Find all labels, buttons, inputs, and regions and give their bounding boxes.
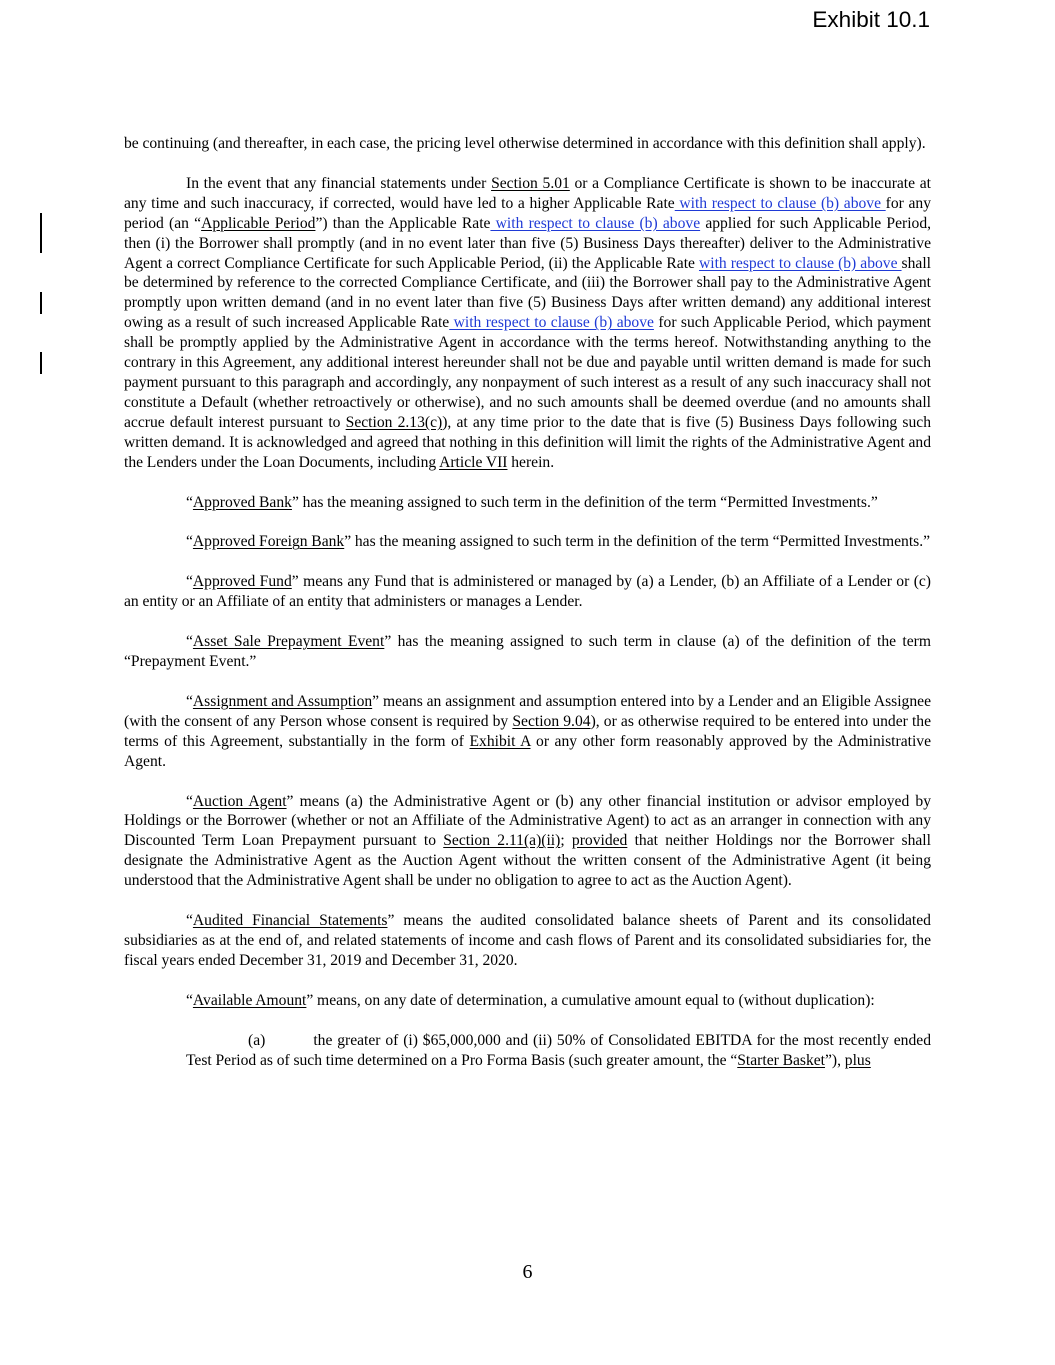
defined-term: Audited Financial Statements	[192, 912, 388, 930]
connector-term: plus	[844, 1051, 871, 1069]
inserted-text: with respect to clause (b) above	[698, 254, 902, 272]
defined-term: Available Amount	[192, 991, 307, 1009]
cross-reference: Exhibit A	[469, 732, 531, 750]
cross-reference: Section 5.01	[491, 174, 570, 192]
definition-approved-foreign-bank: “Approved Foreign Bank” has the meaning assigned to such term in the definition of the term “Permitted Investments.”	[186, 533, 931, 551]
defined-term: Starter Basket	[737, 1051, 826, 1069]
cross-reference: Article VII	[439, 453, 508, 471]
paragraph-applicable-period: In the event that any financial statements under Section 5.01 or a Compliance Certificate is shown to be inaccurate at any time and such inaccuracy, if corrected, would have led to a higher Applicable Rate with respect to clause (b) above for any period (an “Applicable Period”) than the Applicable Rate with respect to clause (b) above applied for such Applicable Period, then (i) the Borrower shall promptly (and in no event later than five (5) Business Days thereafter) deliver to the Administrative Agent a correct Compliance Certificate for such Applicable Period, (ii) the Applicable Rate with respect to clause (b) above shall be determined by reference to the corrected Compliance Certificate, and (iii) the Borrower shall pay to the Administrative Agent promptly upon written demand (and in no event later than five (5) Business Days after written demand) any additional interest owing as a result of such increased Applicable Rate with respect to clause (b) above for such Applicable Period, which payment shall be promptly applied by the Administrative Agent in accordance with the terms hereof. Notwithstanding anything to the contrary in this Agreement, any additional interest hereunder shall not be due and payable until written demand is made for such payment pursuant to this paragraph and accordingly, any nonpayment of such interest as a result of any such inaccuracy shall not constitute a Default (whether retroactively or otherwise), and no such amounts shall be deemed overdue (and no amounts shall accrue default interest pursuant to Section 2.13(c)), at any time prior to the date that is five (5) Business Days following such written demand. It is acknowledged and agreed that nothing in this definition will limit the rights of the Administrative Agent and the Lenders under the Loan Documents, including Article VII herein.	[124, 174, 932, 471]
paragraph-continuation: be continuing (and thereafter, in each case, the pricing level otherwise determined in accordance with this definition shall apply).	[124, 135, 926, 152]
inserted-text: with respect to clause (b) above	[674, 194, 886, 212]
definition-asset-sale-prepayment-event: “Asset Sale Prepayment Event” has the meaning assigned to such term in clause (a) of the definition of the term “Prepayment Event.”	[124, 633, 931, 671]
page-number: 6	[522, 1261, 533, 1283]
cross-reference: Section 9.04	[512, 712, 591, 730]
defined-term: Applicable Period	[201, 214, 316, 232]
proviso-term: provided	[571, 832, 628, 850]
definition-audited-financial-statements: “Audited Financial Statements” means the audited consolidated balance sheets of Parent and its consolidated subsidiaries as at the end of, and related statements of income and cash flows of Parent and its consolidated subsidiaries for, the fiscal years ended December 31, 2019 and December 31, 2020.	[124, 912, 931, 969]
inserted-text: with respect to clause (b) above	[490, 214, 701, 232]
defined-term: Assignment and Assumption	[192, 692, 373, 710]
defined-term: Asset Sale Prepayment Event	[192, 633, 385, 651]
revision-change-bar	[40, 352, 42, 374]
cross-reference: Section 2.11(a)(ii)	[443, 832, 561, 850]
definition-approved-bank: “Approved Bank” has the meaning assigned to such term in the definition of the term “Permitted Investments.”	[186, 493, 878, 511]
defined-term: Approved Bank	[192, 493, 292, 511]
definition-approved-fund: “Approved Fund” means any Fund that is administered or managed by (a) a Lender, (b) an Affiliate of a Lender or (c) an entity or an Affiliate of an entity that administers or manages a Lender.	[124, 573, 932, 611]
cross-reference: Section 2.13(c)	[345, 413, 443, 431]
defined-term: Approved Foreign Bank	[192, 533, 345, 551]
revision-change-bar	[40, 213, 42, 253]
clause-label: (a)	[248, 1031, 266, 1049]
revision-change-bar	[40, 292, 42, 314]
definition-auction-agent: “Auction Agent” means (a) the Administrative Agent or (b) any other financial institution or advisor employed by Holdings or the Borrower (whether or not an Affiliate of the Administrative Agent) to act as an arranger in connection with any Discounted Term Loan Prepayment pursuant to Section 2.11(a)(ii); provided that neither Holdings nor the Borrower shall designate the Administrative Agent as the Auction Agent without the written consent of the Administrative Agent (it being understood that the Administrative Agent shall be under no obligation to agree to act as the Auction Agent).	[124, 792, 931, 890]
document-body	[124, 134, 931, 1091]
clause-a-starter-basket: (a) the greater of (i) $65,000,000 and (ii) 50% of Consolidated EBITDA for the most recently ended Test Period as of such time determined on a Pro Forma Basis (such greater amount, the “Starter Basket”), plus	[186, 1031, 931, 1069]
inserted-text: with respect to clause (b) above	[449, 314, 654, 332]
definition-assignment-and-assumption: “Assignment and Assumption” means an assignment and assumption entered into by a Lender and an Eligible Assignee (with the consent of any Person whose consent is required by Section 9.04), or as otherwise required to be entered into under the terms of this Agreement, substantially in the form of Exhibit A or any other form reasonably approved by the Administrative Agent.	[124, 692, 932, 770]
defined-term: Approved Fund	[192, 573, 292, 591]
definition-available-amount: “Available Amount” means, on any date of determination, a cumulative amount equal to (without duplication):	[186, 991, 875, 1009]
exhibit-label: Exhibit 10.1	[812, 7, 930, 32]
defined-term: Auction Agent	[192, 792, 287, 810]
